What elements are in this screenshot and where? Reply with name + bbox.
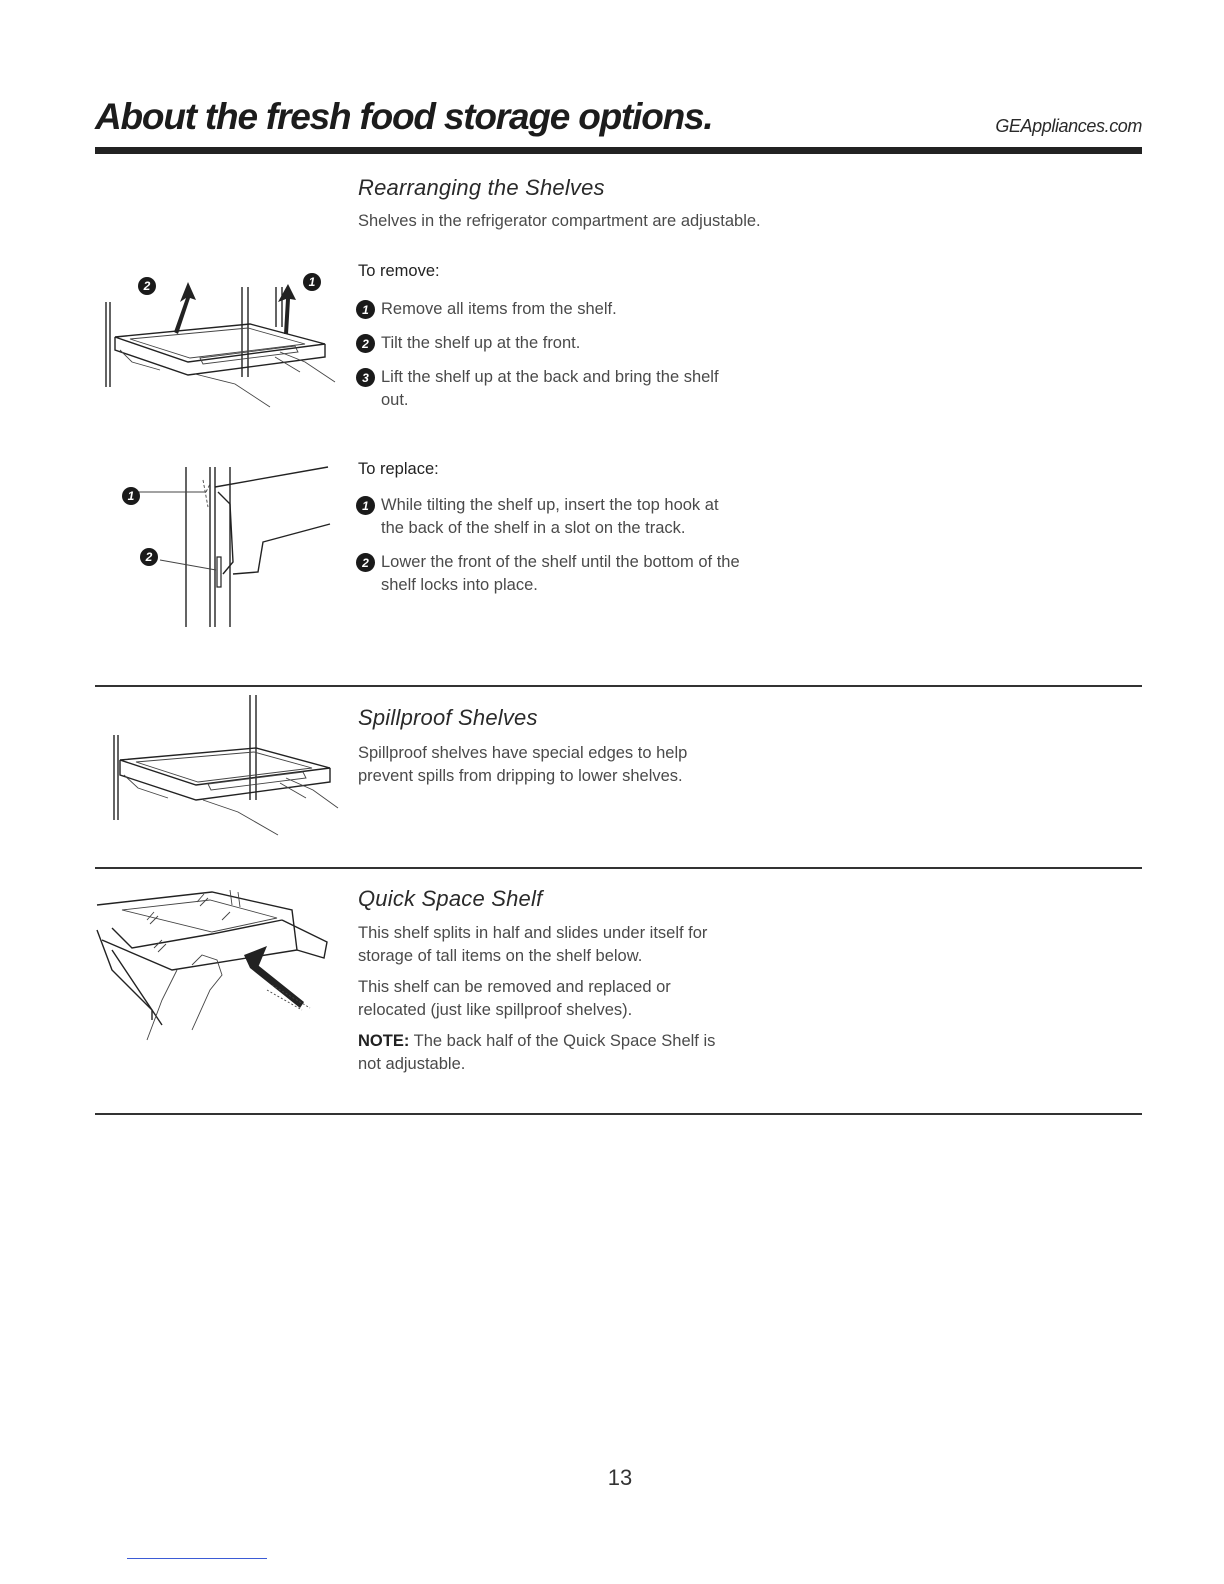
step-text: While tilting the shelf up, insert the top hook at the back of the shelf in a slot on the track. bbox=[381, 496, 719, 537]
spillproof-text: Spillproof shelves have special edges to help prevent spills from dripping to lower shelves. bbox=[358, 744, 688, 785]
section-divider bbox=[95, 1113, 1142, 1115]
replace-step bbox=[356, 551, 746, 597]
page-number: 13 bbox=[607, 1465, 633, 1490]
to-replace-label: To replace: bbox=[358, 460, 439, 478]
quick-space-para1: This shelf splits in half and slides under itself for storage of tall items on the shelf below. bbox=[358, 924, 708, 965]
replace-steps bbox=[356, 494, 756, 597]
remove-steps bbox=[356, 298, 756, 412]
note-text: The back half of the Quick Space Shelf is not adjustable. bbox=[358, 1032, 716, 1073]
to-remove-label: To remove: bbox=[358, 262, 440, 280]
header-rule bbox=[95, 147, 1142, 154]
step-number-badge: 2 bbox=[356, 553, 375, 572]
remove-step bbox=[356, 366, 736, 412]
remove-step bbox=[356, 332, 756, 355]
callout-2-label: 2 bbox=[145, 550, 153, 564]
note-label: NOTE: bbox=[358, 1032, 410, 1050]
step-number-badge: 1 bbox=[356, 300, 375, 319]
footer-link-underline[interactable] bbox=[127, 1558, 267, 1559]
step-number-badge: 1 bbox=[356, 496, 375, 515]
quick-space-para2: This shelf can be removed and replaced or relocated (just like spillproof shelves). bbox=[358, 978, 671, 1019]
step-text: Remove all items from the shelf. bbox=[381, 300, 617, 318]
callout-1-label: 1 bbox=[127, 489, 135, 503]
spillproof-shelf-illustration bbox=[108, 690, 348, 840]
step-number-badge: 3 bbox=[356, 368, 375, 387]
callout-2-label: 2 bbox=[143, 279, 151, 293]
replace-step bbox=[356, 494, 746, 540]
quick-space-shelf-illustration bbox=[92, 880, 342, 1060]
remove-step bbox=[356, 298, 756, 321]
replace-shelf-illustration bbox=[118, 462, 338, 632]
remove-shelf-illustration bbox=[100, 262, 340, 412]
step-text: Lift the shelf up at the back and bring the shelf out. bbox=[381, 368, 719, 409]
rearranging-intro: Shelves in the refrigerator compartment are adjustable. bbox=[358, 212, 761, 230]
website-url[interactable]: GEAppliances.com bbox=[995, 116, 1142, 136]
step-text: Tilt the shelf up at the front. bbox=[381, 334, 581, 352]
step-text: Lower the front of the shelf until the bottom of the shelf locks into place. bbox=[381, 553, 740, 594]
rearranging-heading: Rearranging the Shelves bbox=[358, 175, 605, 200]
section-divider bbox=[95, 867, 1142, 869]
section-divider bbox=[95, 685, 1142, 687]
callout-1-label: 1 bbox=[308, 275, 316, 289]
page-title: About the fresh food storage options. bbox=[95, 96, 713, 137]
quick-space-note bbox=[358, 1030, 738, 1076]
spillproof-heading: Spillproof Shelves bbox=[358, 705, 538, 730]
quick-space-heading: Quick Space Shelf bbox=[358, 886, 543, 911]
step-number-badge: 2 bbox=[356, 334, 375, 353]
